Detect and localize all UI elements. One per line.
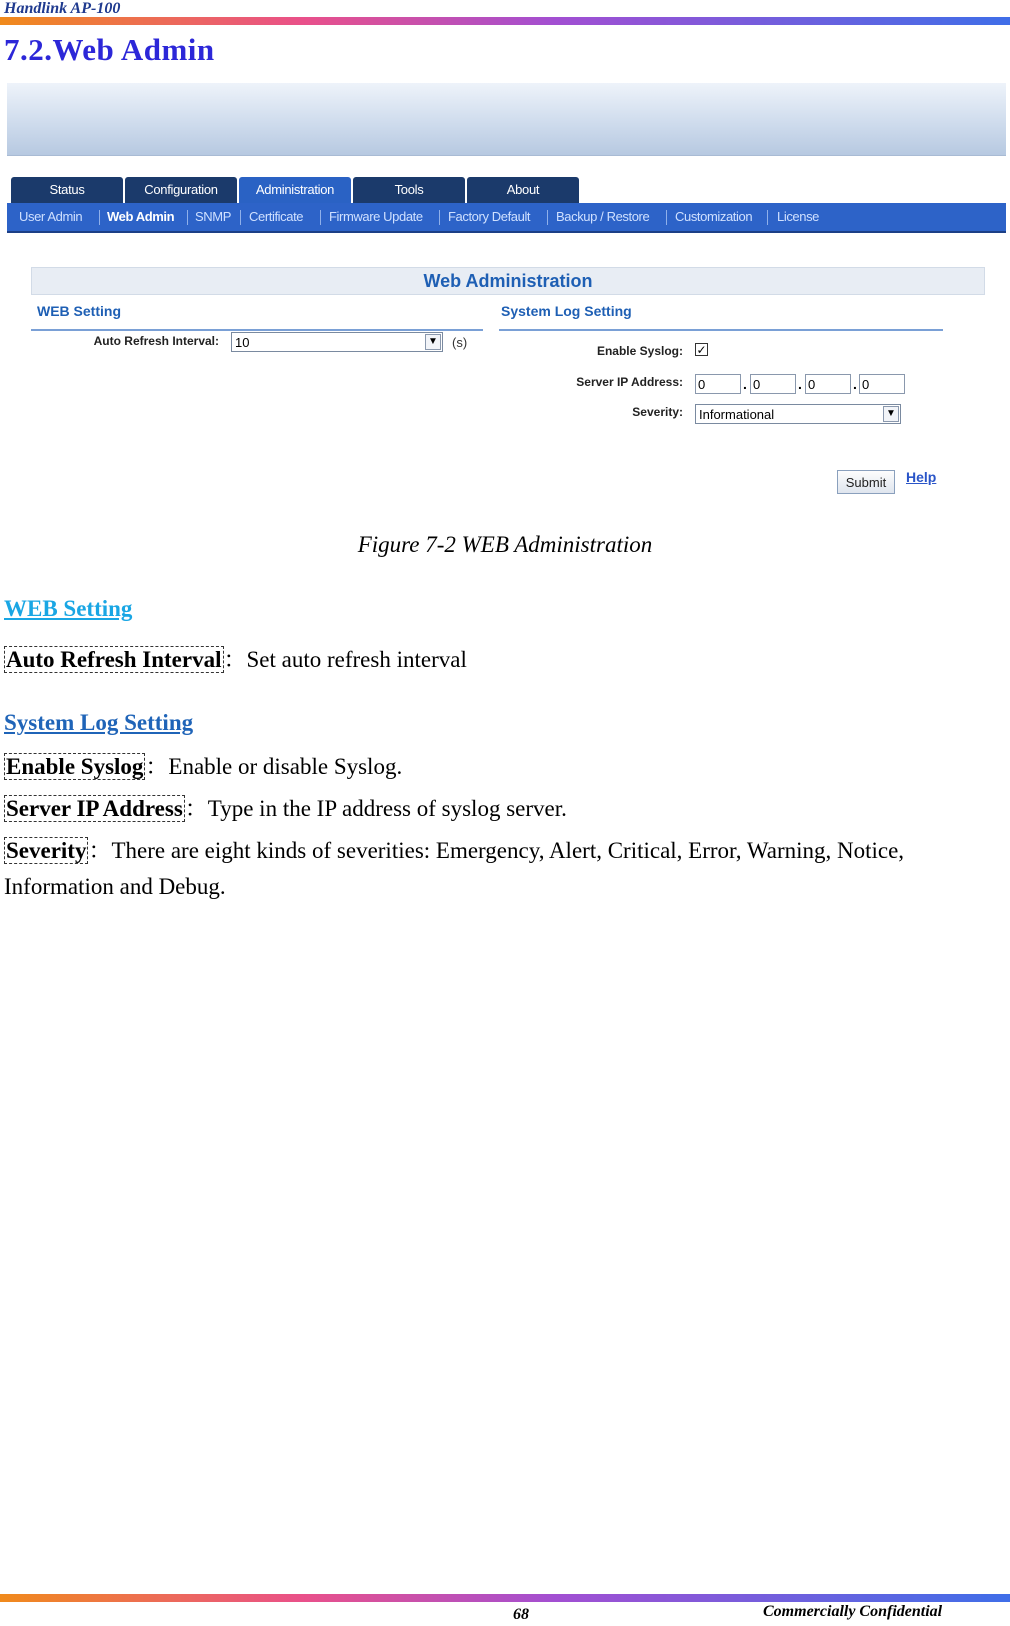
server-ip-octet-2[interactable]: 0 [750,374,796,394]
syslog-continuation: Information and Debug. [4,874,226,899]
subnav-separator [767,210,768,225]
auto-refresh-select[interactable] [231,332,443,352]
auto-refresh-label: Auto Refresh Interval: [93,334,219,348]
ip-dot: . [743,376,747,392]
tab-administration[interactable]: Administration [239,177,351,203]
subnav-separator [187,210,188,225]
term-server-ip-address: Server IP Address [6,796,183,821]
figure-caption: Figure 7-2 WEB Administration [357,532,653,557]
term-description: ：Enable or disable Syslog. [145,754,403,779]
subnav-user-admin[interactable]: User Admin [19,209,83,224]
help-link[interactable]: Help [906,469,937,485]
term-description: ：Set auto refresh interval [223,647,467,672]
subnav-certificate[interactable]: Certificate [249,209,304,224]
subnav-backup-restore[interactable]: Backup / Restore [556,209,650,224]
subnav-factory-default[interactable]: Factory Default [448,209,531,224]
syslog-item [4,790,567,823]
subnav-license[interactable]: License [777,209,820,224]
syslog-item [4,748,402,781]
term-severity: Severity [6,838,87,863]
page-number: 68 [513,1606,529,1623]
chevron-down-icon: ▼ [425,334,441,350]
severity-value: Informational [699,407,775,422]
ip-dot: . [853,376,857,392]
chevron-down-icon: ▼ [883,406,899,422]
ip-dot: . [798,376,802,392]
subnav-separator [240,210,241,225]
syslog-setting-divider [499,329,943,331]
refresh-unit: (s) [452,335,468,350]
subnav-separator [99,210,100,225]
web-admin-screenshot [7,83,1006,515]
banner [7,83,1006,156]
syslog-setting-heading: System Log Setting [4,710,194,735]
server-ip-octet-4[interactable]: 0 [859,374,905,394]
page-title: Web Administration [31,267,985,295]
web-setting-heading: WEB Setting [4,596,133,621]
server-ip-label: Server IP Address: [576,375,683,389]
web-setting-title: WEB Setting [37,303,121,319]
footer-gradient-bar [0,1594,1010,1602]
header-gradient-bar [0,17,1010,25]
section-heading: 7.2.Web Admin [4,32,215,67]
subnav-customization[interactable]: Customization [675,209,753,224]
subnav-web-admin[interactable]: Web Admin [107,209,175,224]
tab-configuration[interactable]: Configuration [125,177,237,203]
subnav-separator [666,210,667,225]
tab-status[interactable]: Status [11,177,123,203]
sub-navigation [7,203,1006,234]
subnav-firmware-update[interactable]: Firmware Update [329,209,423,224]
web-setting-divider [31,329,483,331]
tab-tools[interactable]: Tools [353,177,465,203]
server-ip-octet-3[interactable]: 0 [805,374,851,394]
subnav-separator [439,210,440,225]
server-ip-octet-1[interactable]: 0 [695,374,741,394]
submit-button[interactable]: Submit [837,470,895,494]
enable-syslog-label: Enable Syslog: [596,344,683,358]
tab-about[interactable]: About [467,177,579,203]
subnav-snmp[interactable]: SNMP [195,209,231,224]
subnav-separator [547,210,548,225]
syslog-setting-title: System Log Setting [501,303,632,319]
syslog-item [4,832,904,865]
confidential-note: Commercially Confidential [763,1603,943,1620]
term-auto-refresh-interval: Auto Refresh Interval [6,647,222,672]
enable-syslog-checkbox[interactable]: ✓ [696,343,707,357]
term-enable-syslog: Enable Syslog [6,754,144,779]
severity-select[interactable] [695,404,901,424]
term-description: ：There are eight kinds of severities: Emergency, Alert, Critical, Error, Warning, Notice, [88,838,905,863]
subnav-separator [320,210,321,225]
severity-label: Severity: [632,405,683,419]
term-description: ：Type in the IP address of syslog server. [184,796,567,821]
auto-refresh-value: 10 [235,335,250,350]
document-header-title: Handlink AP-100 [4,0,121,17]
web-setting-item [4,641,467,674]
